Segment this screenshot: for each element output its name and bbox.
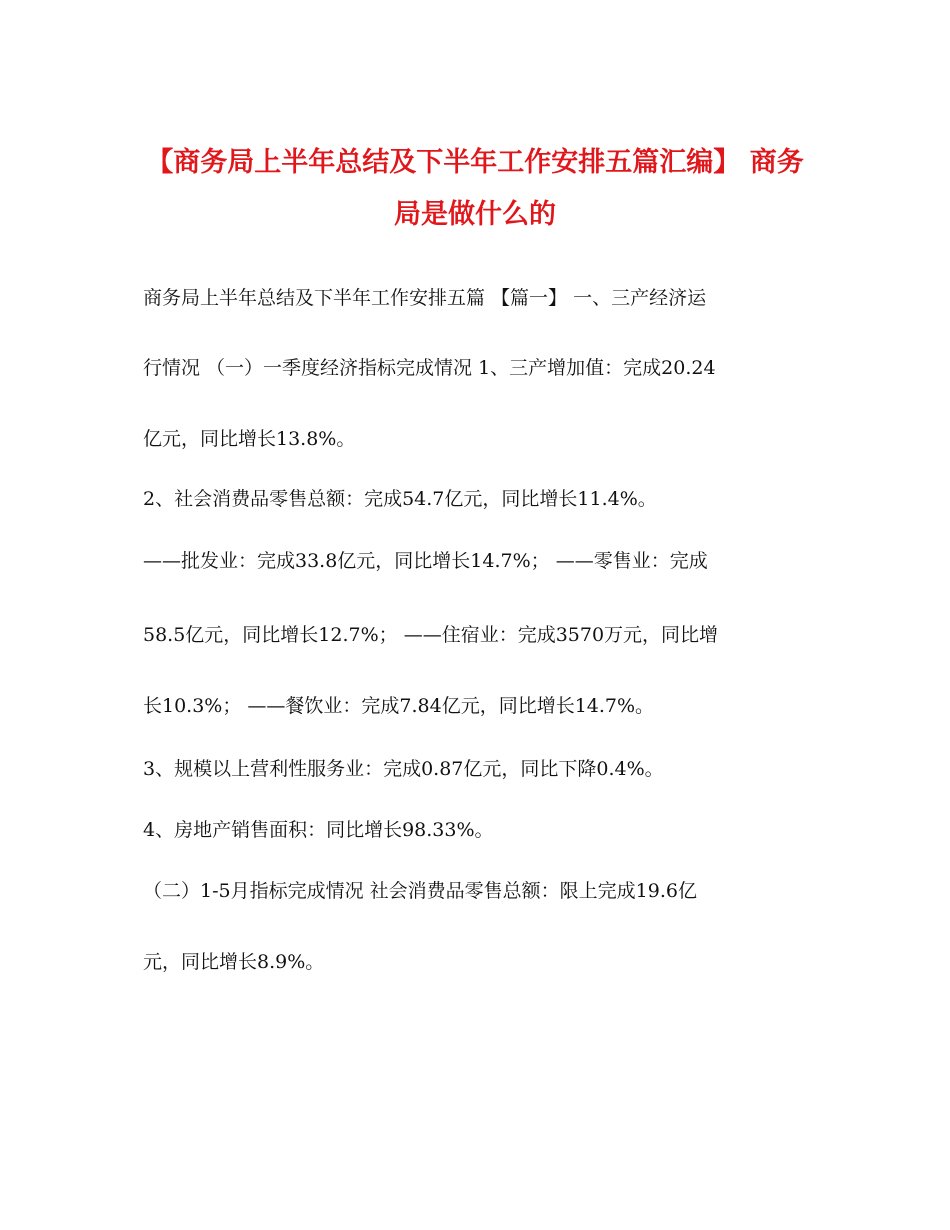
body-line-5: ——批发业：完成33.8亿元，同比增长14.7%； ——零售业：完成 xyxy=(143,550,708,572)
body-line-1: 商务局上半年总结及下半年工作安排五篇 【篇一】 一、三产经济运 xyxy=(143,287,707,309)
body-line-3: 亿元，同比增长13.8%。 xyxy=(143,428,356,450)
body-line-11: 元，同比增长8.9%。 xyxy=(143,951,325,973)
body-line-2: 行情况 （一）一季度经济指标完成情况 1、三产增加值：完成20.24 xyxy=(143,357,716,379)
body-line-10: （二）1-5月指标完成情况 社会消费品零售总额：限上完成19.6亿 xyxy=(143,880,697,902)
body-line-4: 2、社会消费品零售总额：完成54.7亿元，同比增长11.4%。 xyxy=(143,488,657,510)
body-line-7: 长10.3%； ——餐饮业：完成7.84亿元，同比增长14.7%。 xyxy=(143,695,655,717)
body-line-6: 58.5亿元，同比增长12.7%； ——住宿业：完成3570万元，同比增 xyxy=(143,624,719,646)
body-line-9: 4、房地产销售面积：同比增长98.33%。 xyxy=(143,819,494,841)
body-line-8: 3、规模以上营利性服务业：完成0.87亿元，同比下降0.4%。 xyxy=(143,758,664,780)
document-title: 【商务局上半年总结及下半年工作安排五篇汇编】 商务局是做什么的 xyxy=(146,147,804,230)
